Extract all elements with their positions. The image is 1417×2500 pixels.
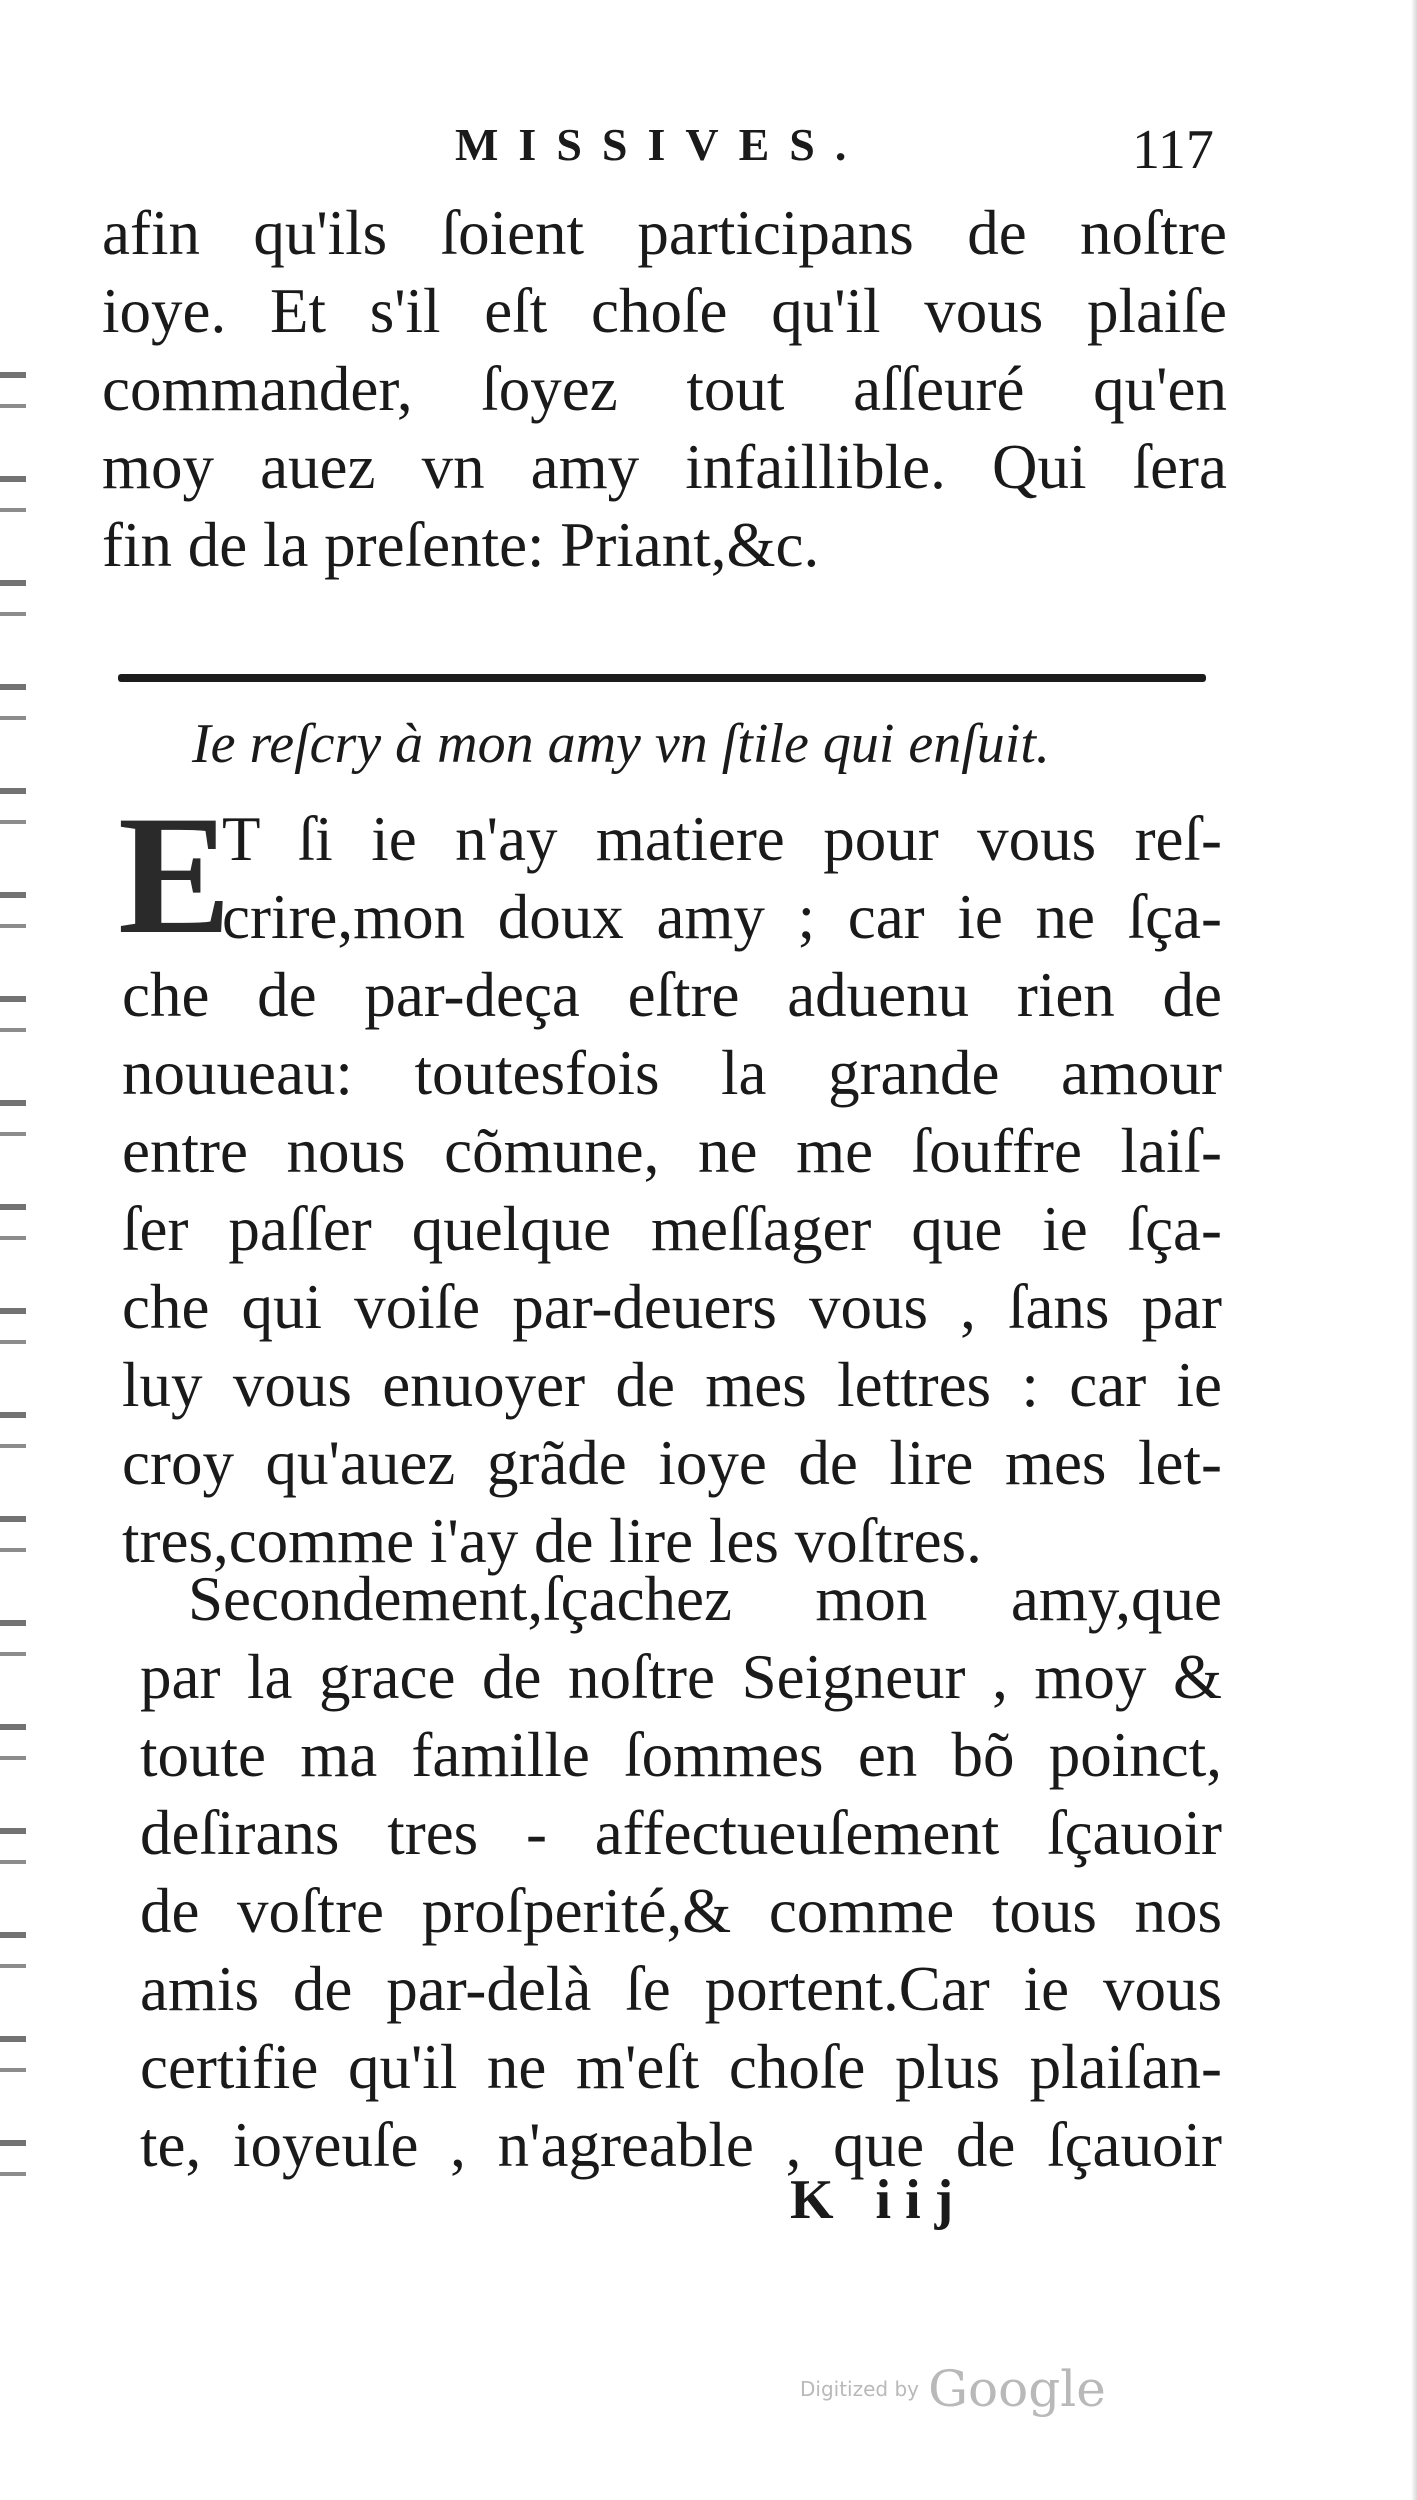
text-line: afin qu'ils ſoient participans de noſtre [102,198,1227,268]
digitized-watermark [800,2360,1106,2418]
top-paragraph [102,194,1227,584]
text-line: che de par-deça eſtre aduenu rien de [122,960,1222,1030]
text-line: commander, ſoyez tout aſſeuré qu'en [102,354,1227,424]
drop-cap: E [118,781,232,969]
page-number: 117 [1132,119,1214,181]
paragraph-two [140,1560,1222,2184]
text-line: certifie qu'il ne m'eſt choſe plus plaiſan- [140,2032,1222,2102]
text-line: croy qu'auez grãde ioye de lire mes let- [122,1428,1222,1498]
text-line: deſirans tres - affectueuſement ſçauoir [140,1798,1222,1868]
watermark-brand: Google [928,2360,1106,2418]
text-line: amis de par-delà ſe portent.Car ie vous [140,1954,1222,2024]
text-line: Secondement,ſçachez mon amy,que [188,1564,1222,1634]
text-line: luy vous enuoyer de mes lettres : car ie [122,1350,1222,1420]
text-line: ſer paſſer quelque meſſager que ie ſça- [122,1194,1222,1264]
section-divider-rule [118,674,1206,682]
paragraph-one [122,800,1222,1580]
text-line: entre nous cõmune, ne me ſouffre laiſ- [122,1116,1222,1186]
text-line: toute ma famille ſommes en bõ poinct, [140,1720,1222,1790]
text-line: crire,mon doux amy ; car ie ne ſça- [222,882,1222,952]
text-line: T ſi ie n'ay matiere pour vous reſ- [222,804,1222,874]
text-line: che qui voiſe par-deuers vous , ſans par [122,1272,1222,1342]
watermark-prefix: Digitized by [800,2377,919,2401]
text-line: de voſtre proſperité,& comme tous nos [140,1876,1222,1946]
facing-page-edge [0,320,26,2220]
text-line: tres,comme i'ay de lire les voſtres. [122,1506,982,1576]
text-line: ioye. Et s'il eſt choſe qu'il vous plaiſe [102,276,1227,346]
text-line: moy auez vn amy infaillible. Qui ſera [102,432,1227,502]
text-line: nouueau: toutesfois la grande amour [122,1038,1222,1108]
signature-mark: K iij [790,2169,968,2231]
running-head: MISSIVES. [455,119,867,170]
text-line: te, ioyeuſe , n'agreable , que de ſçauoir [140,2110,1222,2180]
section-heading: Ie reſcry à mon amy vn ſtile qui enſuit. [192,713,1050,775]
text-line: par la grace de noſtre Seigneur , moy & [140,1642,1222,1712]
text-line: fin de la preſente: Priant,&c. [102,510,820,580]
page-edge-shadow [1411,0,1417,2500]
